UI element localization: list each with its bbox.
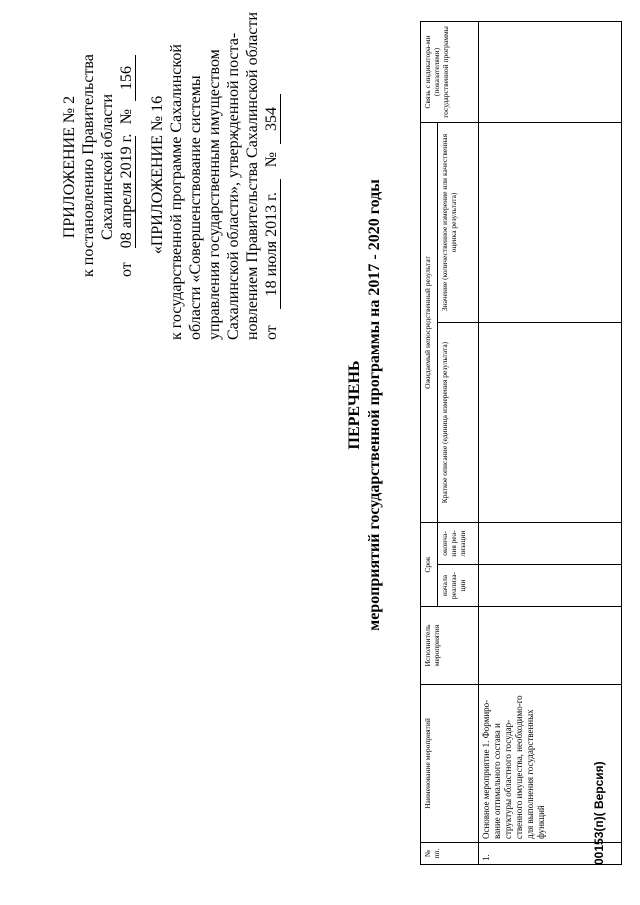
header-expected-result: Ожидаемый непосредственный результат	[421, 123, 438, 523]
row-term-end	[479, 523, 622, 565]
appendix-16-line-1: к государственной программе Сахалинской	[168, 44, 185, 340]
appendix-16-line-5: новлением Правительства Сахалинской области	[244, 11, 261, 340]
appendix-16-number: 354	[264, 94, 281, 144]
appendix-2-block	[60, 54, 136, 277]
row-result-value	[479, 123, 622, 323]
appendix-16-from-label: от	[263, 325, 280, 340]
appendix-16-line-4: Сахалинской области», утвержденной поста-	[225, 32, 242, 340]
document-code: 00153(п)( Версия)	[592, 761, 606, 865]
table-header-row	[421, 22, 438, 865]
table-row	[479, 22, 622, 865]
appendix-2-line-2: Сахалинской области	[99, 93, 116, 241]
header-result-description: Краткое описание (единица измерения результата)	[438, 323, 479, 523]
document-heading	[345, 125, 385, 685]
header-activity-name: Наименование мероприятий	[421, 685, 479, 843]
appendix-2-number: 156	[119, 55, 136, 101]
appendix-2-date: 08 апреля 2019 г.	[118, 133, 135, 249]
row-indicator-link	[479, 22, 622, 123]
heading-title: ПЕРЕЧЕНЬ	[346, 360, 363, 450]
activities-table	[420, 21, 622, 865]
appendix-2-title: ПРИЛОЖЕНИЕ № 2	[61, 95, 78, 239]
appendix-16-number-label: №	[263, 151, 280, 168]
header-number: № пп.	[421, 843, 479, 865]
row-term-start	[479, 565, 622, 607]
header-term-start: начала реализа-ции	[438, 565, 479, 607]
row-result-description	[479, 323, 622, 523]
appendix-2-line-1: к постановлению Правительства	[80, 54, 97, 277]
row-activity-name: Основное мероприятие 1. Формиро-вание оптимального состава и структуры областного государ-ственного имущества, необходимо-го для выполнения государственных функций	[479, 685, 622, 843]
header-term-end: оконча-ния реа-лизации	[438, 523, 479, 565]
row-executor	[479, 607, 622, 685]
appendix-2-number-label: №	[118, 108, 135, 125]
header-executor: Исполнитель мероприятия	[421, 607, 479, 685]
appendix-16-date-line	[262, 10, 281, 340]
appendix-2-from-label: от	[118, 262, 135, 277]
header-result-value: Значение (количественное измерение или качественная оценка результата)	[438, 123, 479, 323]
header-indicator-link: Связь с индикатора-ми (показателями) государственной программы	[421, 22, 479, 123]
header-term: Срок	[421, 523, 438, 607]
appendix-16-date: 18 июля 2013 г.	[264, 179, 281, 309]
appendix-16-block	[148, 10, 281, 340]
appendix-16-title: «ПРИЛОЖЕНИЕ № 16	[149, 95, 166, 255]
heading-subtitle: мероприятий государственной программы на 2017 - 2020 годы	[366, 179, 383, 631]
appendix-2-date-line	[117, 57, 136, 277]
appendix-16-line-2: области «Совершенствование системы	[187, 75, 204, 340]
row-number: 1.	[479, 843, 622, 865]
appendix-16-line-3: управления государственным имуществом	[206, 49, 223, 340]
